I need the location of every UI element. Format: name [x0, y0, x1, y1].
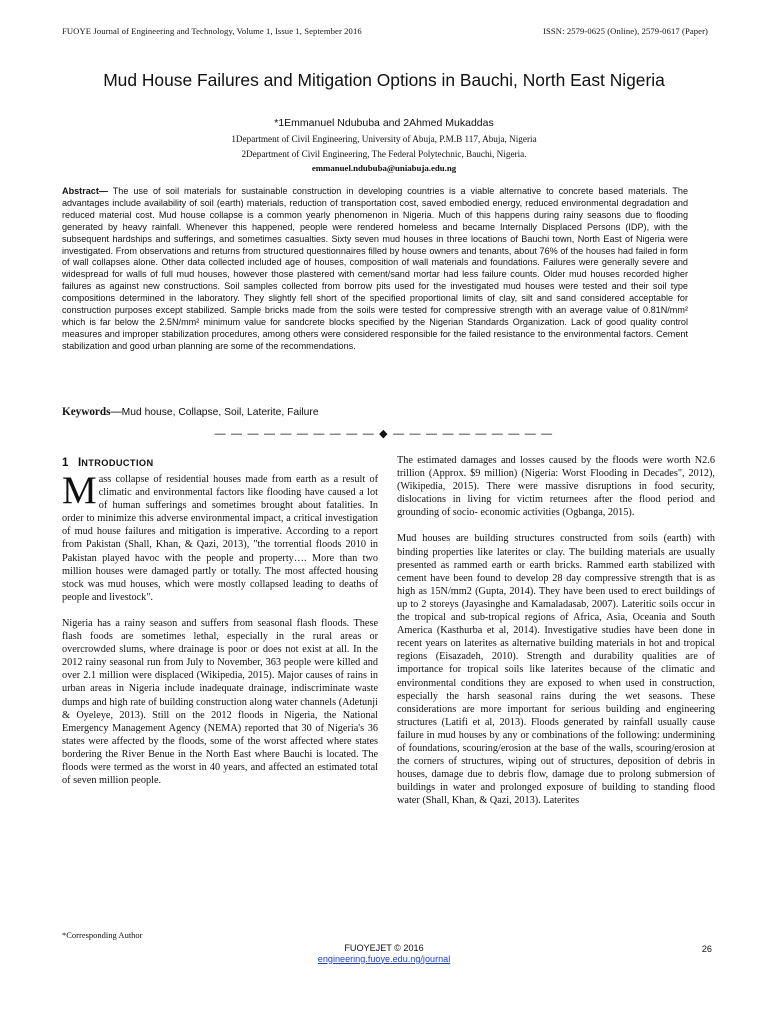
- footer-copyright: FUOYEJET © 2016: [344, 943, 424, 953]
- drop-cap: M: [62, 469, 97, 512]
- keywords: [62, 406, 319, 418]
- right-paragraph-2: Mud houses are building structures constructed from soils (earth) with binding properties like laterites or clay. The building materials are usually presented as rammed earth or earth bricks. Rammed earth stabilized with cement have been found to develop 28 day compressive strength that is as high as 15N/mm2 (Gupta, 2014). They have been used to erect buildings of up to 2 storeys (Jayasinghe and Kamaladasab, 2007). Lateritic soils occur in the tropical and sub-tropical regions of Africa, Asia, Oceania and South America (Kasthurba et al, 2014). Investigative studies have been done in recent years on laterites as alternative building materials in hot and tropical regions (Eisazadeh, 2010). Strength and durability qualities are of importance for tropical soils like laterites because of the climatic and environmental conditions they are exposed to when used in construction, especially the harsh seasonal rains during the wet seasons. These considerations are more important for serious building and engineering structures (Latifi et al, 2013). Floods generated by rainfall usually cause failure in mud houses by any or combinations of the following: undermining of foundations, scouring/erosion at the base of the walls, scouring/erosion at the corners of structures, wiping out of structures, deposition of debris in houses, damage due to debris flow, damage due to prolong submersion of buildings in water and prolonged exposure of building to standing flood water (Shall, Khan, & Qazi, 2013). Laterites: [397, 533, 715, 807]
- intro-paragraph-2: Nigeria has a rainy season and suffers from seasonal flash floods. These flash foods are sometimes lethal, especially in the rural areas or overcrowded slums, where drainage is poor or does not exist at all. In the 2012 rainy seasonal run from July to November, 363 people were killed and over 2.1 million were displaced (Wikipedia, 2015). Major causes of rains in urban areas in Nigeria include inadequate drainage, indiscriminate waste dumps and high rate of building construction along water channels (Adetunji & Oyeleye, 2013). Still on the 2012 floods in Nigeria, the National Emergency Management Agency (NEMA) reported that 30 of Nigeria's 36 states were affected by the floods, some of the worst affected where states bordering the River Benue in the North East where Bauchi is located. The floods were termed as the worst in 40 years, and affected an estimated total of seven million people.: [62, 617, 378, 787]
- affiliation-1: 1Department of Civil Engineering, University of Abuja, P.M.B 117, Abuja, Nigeria: [231, 134, 537, 144]
- right-paragraph-1: The estimated damages and losses caused by the floods were worth N2.6 trillion (Approx. $9 million) (Nigeria: Worst Flooding in Decades", 2012), (Wikipedia, 2015). There were massive disruptions in food security, dislocations in living for victim returnees after the flood period and grounding of socio- economic activities (Ogbanga, 2015).: [397, 455, 715, 519]
- section-title-first-letter: I: [78, 457, 82, 469]
- intro-paragraph-1-text: ass collapse of residential houses made from earth as a result of climatic and environmental factors like flooding have caused a lot of human sufferings and sometimes brought about fatalities. In order to minimize this adverse environmental impact, a critical investigation of mud house failures and mitigation is imperative. According to a report from Pakistan (Shall, Khan, & Qazi, 2013), "the torrential floods 2010 in Pakistan played havoc with the people and property…. More than two million houses were damaged partly or totally. The most affected housing stock was mud houses, which were mostly collapsed leading to deaths of people and livestock".: [62, 474, 378, 603]
- abstract: [62, 186, 688, 353]
- left-column: [62, 457, 378, 787]
- paper-title: Mud House Failures and Mitigation Options in Bauchi, North East Nigeria: [103, 70, 665, 90]
- footer: [0, 943, 768, 964]
- section-title-rest: NTRODUCTION: [81, 458, 154, 468]
- journal-header: FUOYE Journal of Engineering and Technology, Volume 1, Issue 1, September 2016: [62, 26, 362, 36]
- footer-journal-link[interactable]: engineering.fuoye.edu.ng/journal: [317, 953, 451, 964]
- section-divider: — — — — — — — — — — ◆ — — — — — — — — — —: [214, 428, 554, 440]
- author-email: emmanuel.ndububa@uniabuja.edu.ng: [311, 163, 457, 173]
- section-heading-introduction: [62, 457, 378, 469]
- keywords-text: Mud house, Collapse, Soil, Laterite, Failure: [121, 407, 319, 418]
- right-column: [397, 454, 715, 807]
- intro-paragraph-1: [62, 469, 378, 604]
- corresponding-author-footnote: *Corresponding Author: [62, 930, 143, 940]
- keywords-label: Keywords—: [62, 406, 122, 418]
- abstract-text: The use of soil materials for sustainable construction in developing countries is a viable alternative to concrete based materials. The advantages include availability of soil (earth) materials, reduction of transportation cost, saved embodied energy, reduced environmental degradation and reduced material cost. Mud house collapse is a common yearly phenomenon in Nigeria. Much of this happens during rainy seasons due to flooding generated by heavy rainfall. Whenever this happened, people were rendered homeless and became Internally Displaced Persons (IDP), with the subsequent hardships and sufferings, and sometimes casualties. Sixty seven mud houses in three locations of Bauchi town, North East of Nigeria were investigated. From observations and returns from structured questionnaires filled by house owners and tenants, about 76% of the houses had failed in form of wall collapses alone. Other data collected included age of houses, composition of wall materials and foundations. Failures were generally severe and widespread for walls of full mud houses, however those plastered with cement/sand mortar had less failure counts. Older mud houses recorded higher failures as against new constructions. Soil samples collected from borrow pits used for the investigated mud houses were tested and their soil type compositions determined in the laboratory. They slightly fell short of the specified proportional limits of clay, silt and sand considered acceptable for construction purposes except stabilized. Sample bricks made from the soils were tested for compressive strength with an average value of 0.81N/mm² which is far below the 2.5N/mm² minimum value for sandcrete blocks specified by the Nigerian Standards Organization. Lack of good quality control measures and improper stabilization procedures, among others were considered responsible for the failed resistance to the environmental factors. Cement stabilization and good urban planning are some of the recommendations.: [62, 186, 688, 351]
- affiliation-2: 2Department of Civil Engineering, The Federal Polytechnic, Bauchi, Nigeria.: [241, 149, 527, 159]
- issn-header: ISSN: 2579-0625 (Online), 2579-0617 (Paper): [543, 26, 708, 36]
- authors: *1Emmanuel Ndububa and 2Ahmed Mukaddas: [274, 117, 494, 129]
- section-number: 1: [62, 457, 69, 469]
- page-number: 26: [701, 944, 712, 954]
- abstract-label: Abstract—: [62, 186, 108, 196]
